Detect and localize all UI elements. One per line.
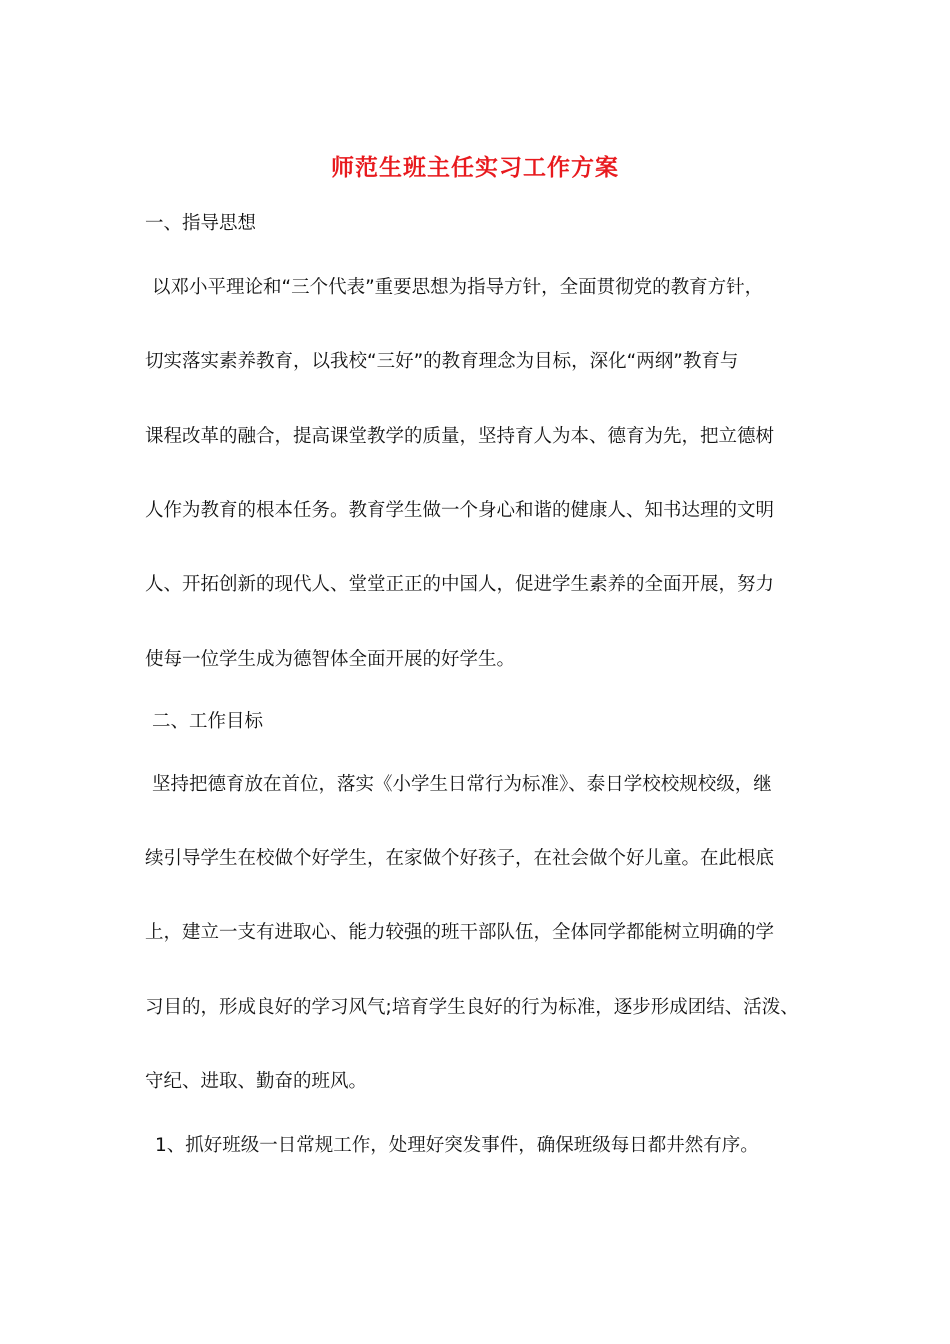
paragraph-line: 习目的，形成良好的学习风气;培育学生良好的行为标准，逐步形成团结、活泼、 <box>145 997 799 1018</box>
paragraph-line: 续引导学生在校做个好学生，在家做个好孩子，在社会做个好儿童。在此根底 <box>145 848 775 869</box>
paragraph-line: 切实落实素养教育，以我校“三好”的教育理念为目标，深化“两纲”教育与 <box>145 351 739 372</box>
paragraph-line: 课程改革的融合，提高课堂教学的质量，坚持育人为本、德育为先，把立德树 <box>145 426 775 447</box>
paragraph-line: 人、开拓创新的现代人、堂堂正正的中国人，促进学生素养的全面开展，努力 <box>145 574 775 595</box>
section-heading-work-goals: 二、工作目标 <box>152 711 264 732</box>
section-heading-guiding-ideology: 一、指导思想 <box>145 213 257 234</box>
paragraph-line: 人作为教育的根本任务。教育学生做一个身心和谐的健康人、知书达理的文明 <box>145 500 775 521</box>
paragraph-line: 使每一位学生成为德智体全面开展的好学生。 <box>145 649 516 670</box>
paragraph-line: 以邓小平理论和“三个代表”重要思想为指导方针，全面贯彻党的教育方针， <box>152 277 764 298</box>
numbered-item: 1、抓好班级一日常规工作，处理好突发事件，确保班级每日都井然有序。 <box>155 1135 759 1156</box>
document-title: 师范生班主任实习工作方案 <box>331 154 619 181</box>
paragraph-line: 上，建立一支有进取心、能力较强的班干部队伍，全体同学都能树立明确的学 <box>145 922 775 943</box>
paragraph-line: 坚持把德育放在首位，落实《小学生日常行为标准》、泰日学校校规校级，继 <box>152 774 772 795</box>
paragraph-line: 守纪、进取、勤奋的班风。 <box>145 1071 368 1092</box>
